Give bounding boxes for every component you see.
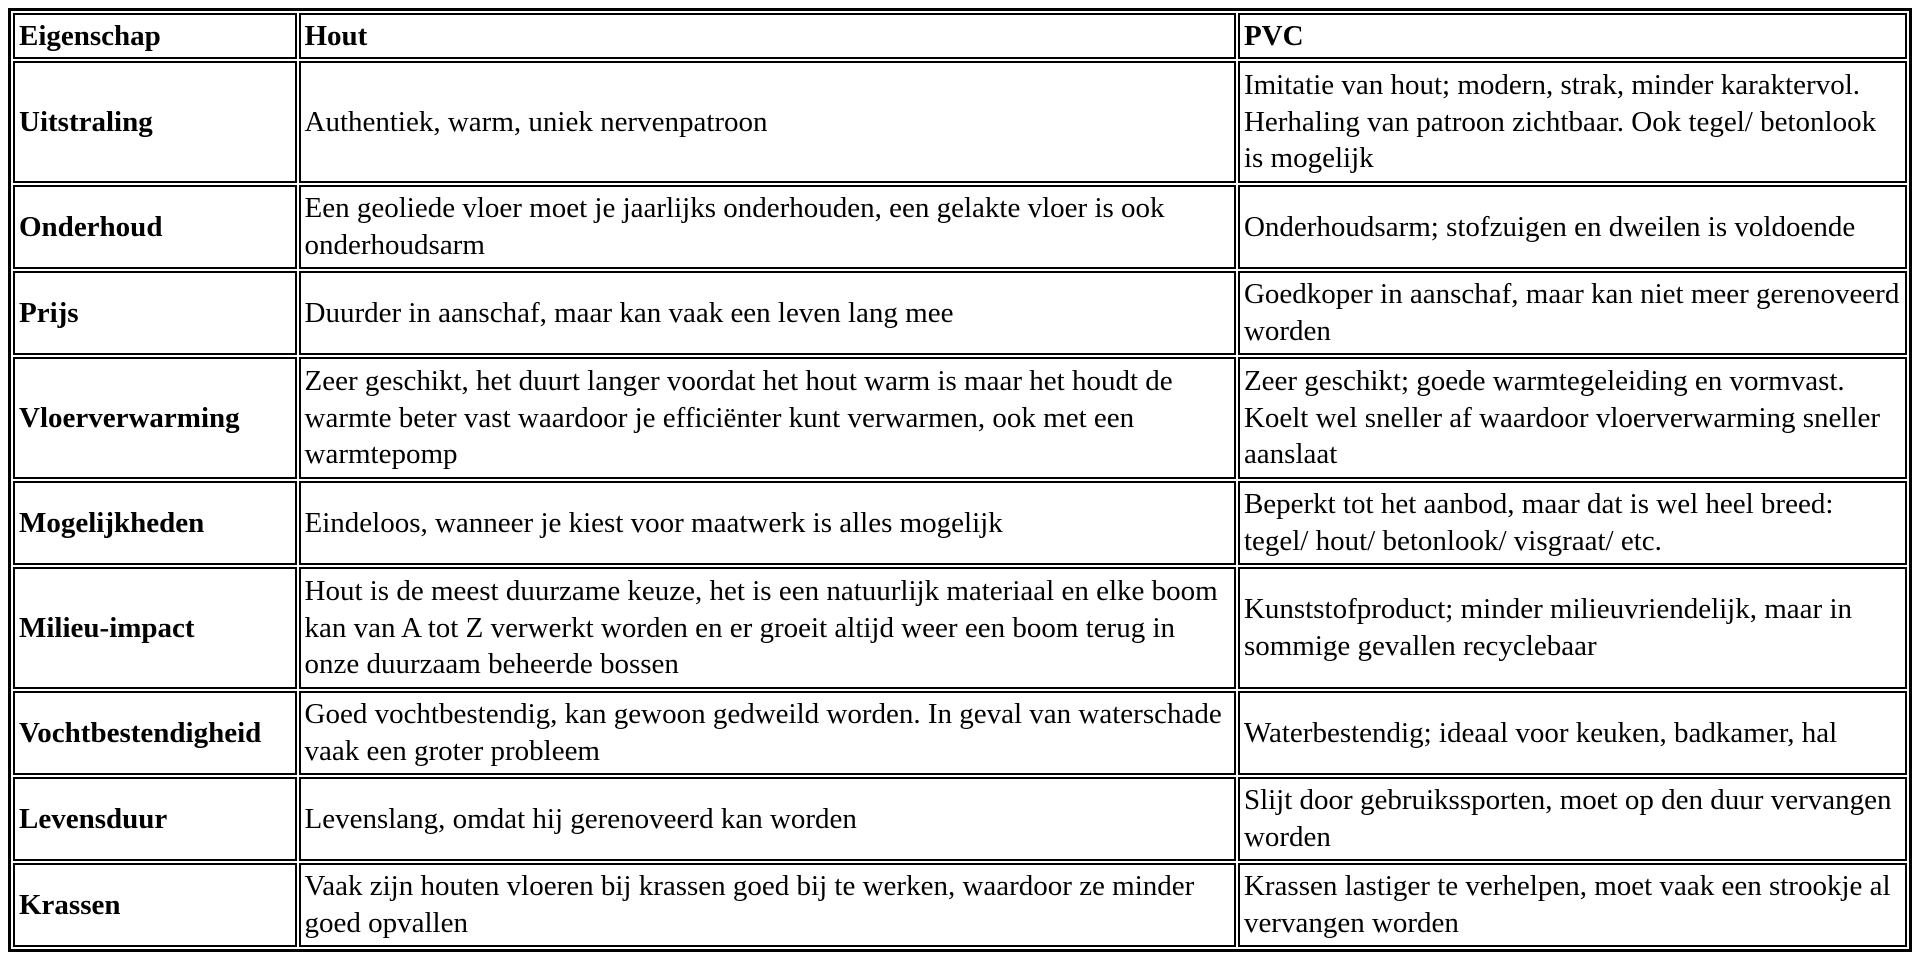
hout-cell: Zeer geschikt, het duurt langer voordat het hout warm is maar het houdt de warmte beter vast waardoor je efficiënter kunt verwarmen, ook met een warmtepomp <box>299 357 1236 479</box>
comparison-table <box>8 8 1912 952</box>
pvc-cell: Krassen lastiger te verhelpen, moet vaak een strookje al vervangen worden <box>1238 863 1907 947</box>
table-row-vochtbestendigheid <box>13 691 1907 775</box>
column-header-hout: Hout <box>299 13 1236 59</box>
header-row <box>13 13 1907 59</box>
property-cell: Levensduur <box>13 777 297 861</box>
pvc-cell: Onderhoudsarm; stofzuigen en dweilen is voldoende <box>1238 185 1907 269</box>
hout-cell: Authentiek, warm, uniek nervenpatroon <box>299 61 1236 183</box>
table-row-milieu-impact <box>13 567 1907 689</box>
table-row-levensduur <box>13 777 1907 861</box>
pvc-cell: Kunststofproduct; minder milieuvriendelijk, maar in sommige gevallen recyclebaar <box>1238 567 1907 689</box>
property-cell: Krassen <box>13 863 297 947</box>
property-cell: Mogelijkheden <box>13 481 297 565</box>
hout-cell: Hout is de meest duurzame keuze, het is een natuurlijk materiaal en elke boom kan van A tot Z verwerkt worden en er groeit altijd weer een boom terug in onze duurzaam beheerde bossen <box>299 567 1236 689</box>
property-cell: Prijs <box>13 271 297 355</box>
pvc-cell: Zeer geschikt; goede warmtegeleiding en vormvast. Koelt wel sneller af waardoor vloerverwarming sneller aanslaat <box>1238 357 1907 479</box>
hout-cell: Eindeloos, wanneer je kiest voor maatwerk is alles mogelijk <box>299 481 1236 565</box>
table-row-prijs <box>13 271 1907 355</box>
table-row-krassen <box>13 863 1907 947</box>
table-row-uitstraling <box>13 61 1907 183</box>
table-row-vloerverwarming <box>13 357 1907 479</box>
hout-cell: Een geoliede vloer moet je jaarlijks onderhouden, een gelakte vloer is ook onderhoudsarm <box>299 185 1236 269</box>
table-row-mogelijkheden <box>13 481 1907 565</box>
pvc-cell: Imitatie van hout; modern, strak, minder karaktervol. Herhaling van patroon zichtbaar. Ook tegel/ betonlook is mogelijk <box>1238 61 1907 183</box>
property-cell: Vochtbestendigheid <box>13 691 297 775</box>
column-header-eigenschap: Eigenschap <box>13 13 297 59</box>
hout-cell: Levenslang, omdat hij gerenoveerd kan worden <box>299 777 1236 861</box>
column-header-pvc: PVC <box>1238 13 1907 59</box>
property-cell: Vloerverwarming <box>13 357 297 479</box>
pvc-cell: Beperkt tot het aanbod, maar dat is wel heel breed: tegel/ hout/ betonlook/ visgraat/ etc. <box>1238 481 1907 565</box>
property-cell: Onderhoud <box>13 185 297 269</box>
pvc-cell: Goedkoper in aanschaf, maar kan niet meer gerenoveerd worden <box>1238 271 1907 355</box>
hout-cell: Duurder in aanschaf, maar kan vaak een leven lang mee <box>299 271 1236 355</box>
property-cell: Uitstraling <box>13 61 297 183</box>
hout-cell: Vaak zijn houten vloeren bij krassen goed bij te werken, waardoor ze minder goed opvallen <box>299 863 1236 947</box>
pvc-cell: Waterbestendig; ideaal voor keuken, badkamer, hal <box>1238 691 1907 775</box>
pvc-cell: Slijt door gebruikssporten, moet op den duur vervangen worden <box>1238 777 1907 861</box>
property-cell: Milieu-impact <box>13 567 297 689</box>
hout-cell: Goed vochtbestendig, kan gewoon gedweild worden. In geval van waterschade vaak een groter probleem <box>299 691 1236 775</box>
table-row-onderhoud <box>13 185 1907 269</box>
